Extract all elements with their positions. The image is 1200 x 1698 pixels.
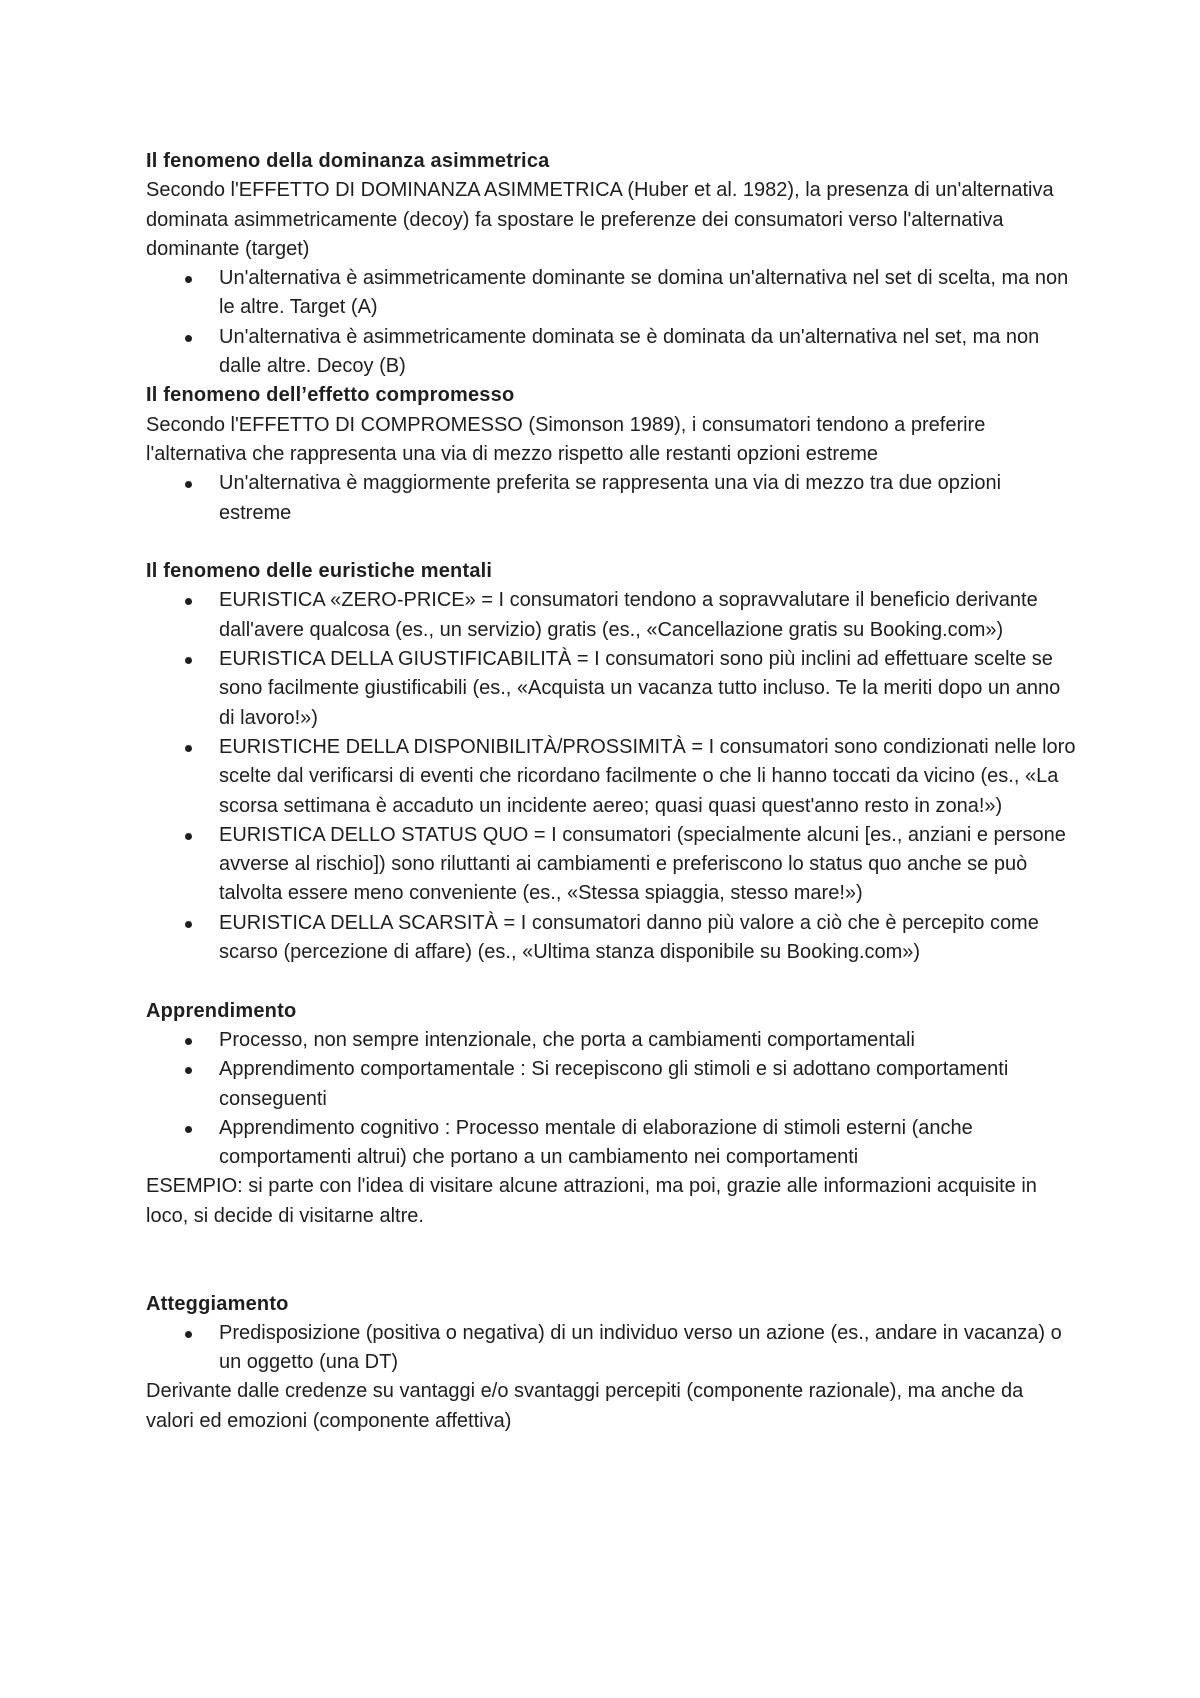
bullet-icon — [185, 335, 192, 342]
list-item — [146, 1026, 1076, 1055]
list-item-text: Un'alternativa è asimmetricamente dominata se è dominata da un'alternativa nel set, ma non dalle altre. Decoy (B) — [219, 325, 1040, 378]
list-item-text: Processo, non sempre intenzionale, che porta a cambiamenti comportamentali — [219, 1028, 915, 1051]
bullet-icon — [185, 657, 192, 664]
bullet-list-apprendimento — [146, 1026, 1076, 1172]
section-heading-dominanza: Il fenomeno della dominanza asimmetrica — [146, 150, 550, 172]
paragraph-compromesso-intro: Secondo l'EFFETTO DI COMPROMESSO (Simonson 1989), i consumatori tendono a preferire l'alternativa che rappresenta una via di mezzo rispetto alle restanti opzioni estreme — [146, 413, 986, 465]
document-body — [146, 147, 1076, 1436]
bullet-icon — [185, 745, 192, 752]
list-item — [146, 1319, 1076, 1378]
spacer — [146, 967, 1076, 996]
bullet-list-dominanza — [146, 264, 1076, 381]
list-item — [146, 821, 1076, 909]
paragraph-dominanza-intro: Secondo l'EFFETTO DI DOMINANZA ASIMMETRICA (Huber et al. 1982), la presenza di un'alternativa dominata asimmetricamente (decoy) fa spostare le preferenze dei consumatori verso l'alternativa dominante (target) — [146, 179, 1054, 260]
list-item-text: EURISTICA DELLO STATUS QUO = I consumatori (specialmente alcuni [es., anziani e persone avverse al rischio]) sono riluttanti ai cambiamenti e preferiscono lo status quo anche se può talvolta essere meno conveniente (es., «Stessa spiaggia, stesso mare!») — [219, 823, 1066, 905]
section-heading-atteggiamento: Atteggiamento — [146, 1292, 289, 1315]
list-item-text: Apprendimento comportamentale : Si recepiscono gli stimoli e si adottano comportamenti conseguenti — [219, 1058, 1009, 1110]
paragraph-esempio: ESEMPIO: si parte con l'idea di visitare alcune attrazioni, ma poi, grazie alle informazioni acquisite in loco, si decide di visitarne altre. — [146, 1175, 1037, 1227]
list-item — [146, 645, 1076, 733]
bullet-icon — [185, 1331, 192, 1338]
list-item — [146, 909, 1076, 968]
list-item — [146, 469, 1076, 528]
list-item-text: EURISTICA DELLA GIUSTIFICABILITÀ = I consumatori sono più inclini ad effettuare scelte se sono facilmente giustificabili (es., «Acquista un vacanza tutto incluso. Te la meriti dopo un anno di lavoro!») — [219, 648, 1061, 729]
list-item-text: Un'alternativa è asimmetricamente dominante se domina un'alternativa nel set di scelta, ma non le altre. Target (A) — [219, 267, 1069, 319]
list-item-text: EURISTICA DELLA SCARSITÀ = I consumatori danno più valore a ciò che è percepito come scarso (percezione di affare) (es., «Ultima stanza disponibile su Booking.com») — [219, 911, 1039, 964]
list-item-text: EURISTICA «ZERO-PRICE» = I consumatori tendono a sopravvalutare il beneficio derivante dall'avere qualcosa (es., un servizio) gratis (es., «Cancellazione gratis su Booking.com») — [219, 589, 1038, 641]
list-item — [146, 1114, 1076, 1173]
bullet-icon — [185, 276, 192, 283]
bullet-icon — [185, 921, 192, 928]
list-item — [146, 323, 1076, 382]
bullet-icon — [185, 1038, 192, 1045]
bullet-icon — [185, 481, 192, 488]
list-item — [146, 264, 1076, 323]
spacer — [146, 528, 1076, 557]
list-item-text: EURISTICHE DELLA DISPONIBILITÀ/PROSSIMITÀ = I consumatori sono condizionati nelle loro scelte dal verificarsi di eventi che ricordano facilmente o che li hanno toccati da vicino (es., «La scorsa settimana è accaduto un incidente aereo; quasi quasi quest'anno resto in zona!») — [219, 735, 1076, 817]
bullet-list-euristiche — [146, 586, 1076, 967]
list-item — [146, 586, 1076, 645]
list-item — [146, 1055, 1076, 1114]
bullet-icon — [185, 1067, 192, 1074]
section-heading-apprendimento: Apprendimento — [146, 999, 297, 1022]
list-item — [146, 733, 1076, 821]
bullet-list-atteggiamento — [146, 1319, 1076, 1378]
list-item-text: Apprendimento cognitivo : Processo mentale di elaborazione di stimoli esterni (anche comportamenti altrui) che portano a un cambiamento nei comportamenti — [219, 1116, 973, 1169]
section-heading-euristiche: Il fenomeno delle euristiche mentali — [146, 560, 493, 583]
bullet-list-compromesso — [146, 469, 1076, 528]
bullet-icon — [185, 833, 192, 840]
bullet-icon — [185, 1126, 192, 1133]
list-item-text: Un'alternativa è maggiormente preferita se rappresenta una via di mezzo tra due opzioni estreme — [219, 472, 1002, 524]
paragraph-atteggiamento-outro: Derivante dalle credenze su vantaggi e/o svantaggi percepiti (componente razionale), ma anche da valori ed emozioni (componente affettiva) — [146, 1380, 1024, 1432]
bullet-icon — [185, 598, 192, 605]
spacer — [146, 1231, 1076, 1290]
section-heading-compromesso: Il fenomeno dell’effetto compromesso — [146, 384, 515, 407]
list-item-text: Predisposizione (positiva o negativa) di un individuo verso un azione (es., andare in vacanza) o un oggetto (una DT) — [219, 1321, 1062, 1374]
